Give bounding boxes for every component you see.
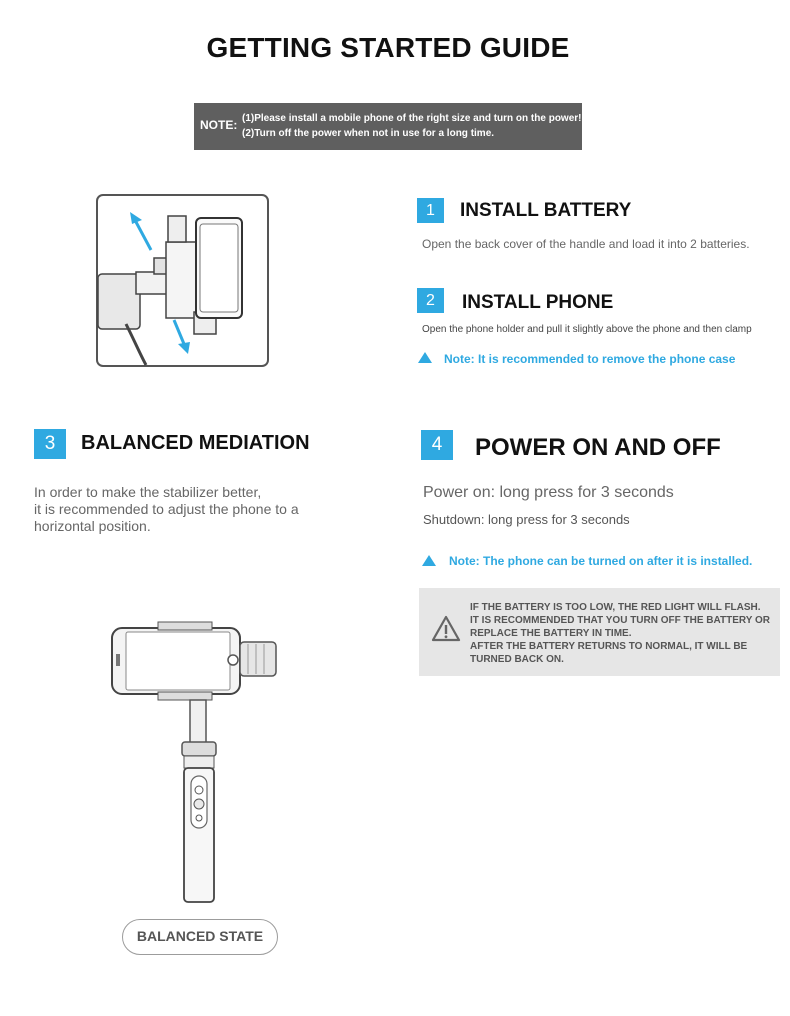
balanced-state-label: BALANCED STATE <box>122 919 278 955</box>
warning-text <box>470 601 770 666</box>
phone-holder-illustration <box>96 194 269 367</box>
note-banner <box>194 103 582 150</box>
step-3-line-1: In order to make the stabilizer better, <box>34 484 262 500</box>
warning-line-4: AFTER THE BATTERY RETURNS TO NORMAL, IT WILL BE <box>470 641 748 652</box>
step-2-description: Open the phone holder and pull it slightly above the phone and then clamp <box>422 324 752 335</box>
step-1-description: Open the back cover of the handle and load it into 2 batteries. <box>422 237 750 251</box>
step-3-line-2: it is recommended to adjust the phone to a <box>34 501 299 517</box>
shutdown-text: Shutdown: long press for 3 seconds <box>423 512 630 527</box>
note-triangle-icon <box>422 555 436 566</box>
step-2-badge: 2 <box>417 288 444 313</box>
note-lines <box>242 111 581 141</box>
gimbal-illustration <box>108 620 284 906</box>
step-1-badge: 1 <box>417 198 444 223</box>
warning-line-1: IF THE BATTERY IS TOO LOW, THE RED LIGHT WILL FLASH. <box>470 602 761 613</box>
step-3-line-3: horizontal position. <box>34 518 151 534</box>
step-3-description <box>34 484 299 535</box>
step-3-heading: BALANCED MEDIATION <box>81 432 310 454</box>
page-title: GETTING STARTED GUIDE <box>206 32 570 63</box>
power-on-text: Power on: long press for 3 seconds <box>423 484 674 501</box>
step-4-note: Note: The phone can be turned on after it is installed. <box>449 554 753 568</box>
warning-line-5: TURNED BACK ON. <box>470 654 564 665</box>
step-2-note: Note: It is recommended to remove the phone case <box>444 352 736 366</box>
step-4-heading: POWER ON AND OFF <box>475 434 721 461</box>
note-line-1: (1)Please install a mobile phone of the right size and turn on the power! <box>242 113 582 124</box>
step-2-heading: INSTALL PHONE <box>462 292 614 313</box>
note-line-2: (2)Turn off the power when not in use for a long time. <box>242 128 495 139</box>
battery-warning-box <box>419 588 780 676</box>
warning-line-3: REPLACE THE BATTERY IN TIME. <box>470 628 632 639</box>
step-4-badge: 4 <box>421 430 453 460</box>
step-1-heading: INSTALL BATTERY <box>460 200 632 221</box>
warning-line-2: IT IS RECOMMENDED THAT YOU TURN OFF THE BATTERY OR <box>470 615 770 626</box>
note-triangle-icon <box>418 352 432 363</box>
warning-icon <box>431 614 461 644</box>
note-label: NOTE: <box>200 118 238 132</box>
step-3-badge: 3 <box>34 429 66 459</box>
